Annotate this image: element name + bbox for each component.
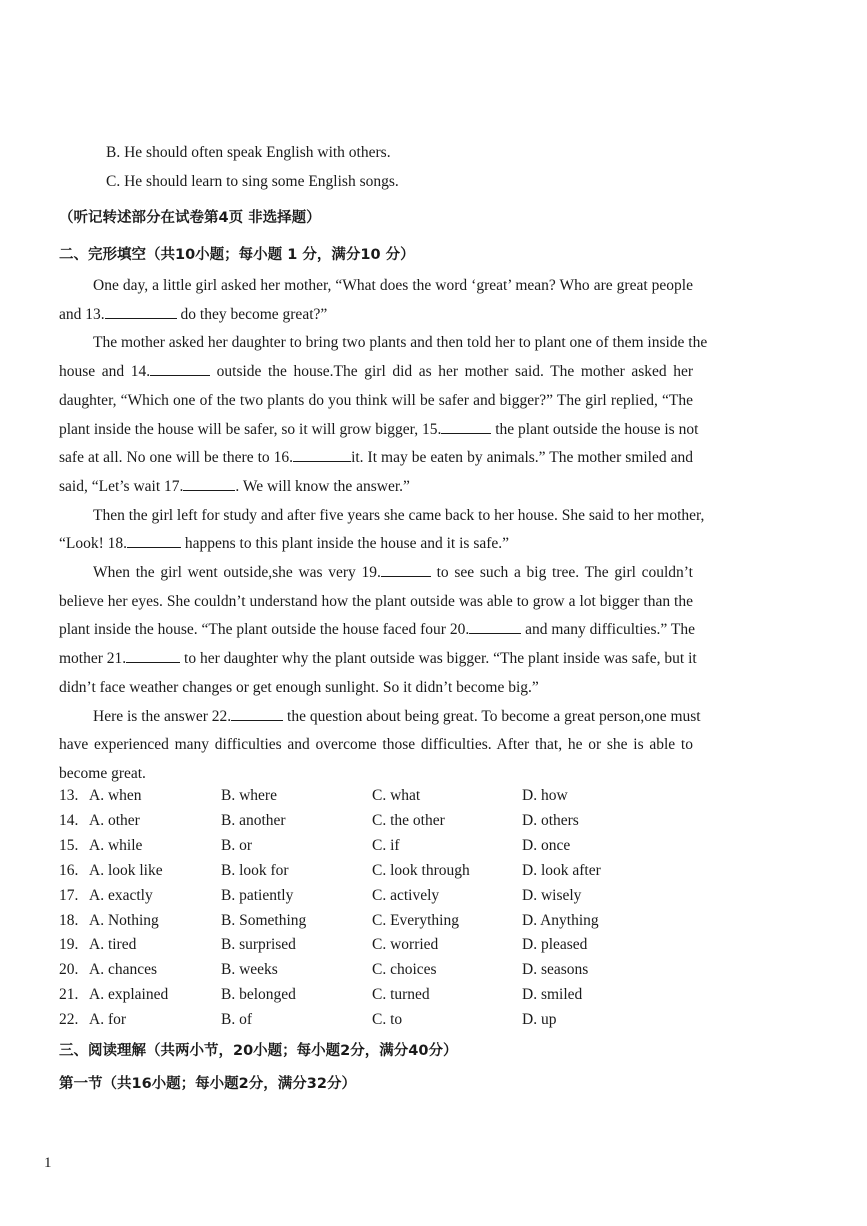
option-a: A. explained <box>89 986 169 1004</box>
passage-text: Here is the answer 22. <box>93 707 232 725</box>
listening-note: （听记转述部分在试卷第4页 非选择题） <box>59 210 321 226</box>
section3-subtitle: 第一节（共16小题；每小题2分，满分32分） <box>59 1076 356 1092</box>
section3-title: 三、阅读理解（共两小节，20小题；每小题2分，满分40分） <box>59 1043 458 1059</box>
passage-line: The mother asked her daughter to bring two plants and then told her to plant one of them inside the <box>93 334 708 352</box>
option-b: B. or <box>221 836 252 854</box>
passage-text: the plant outside the house is not <box>491 420 699 438</box>
section2-title: 二、完形填空（共10小题；每小题 1 分，满分10 分） <box>59 247 415 263</box>
option-row <box>59 1009 699 1031</box>
passage-line <box>59 358 693 387</box>
passage-line: One day, a little girl asked her mother, “What does the word ‘great’ mean? Who are great people <box>93 277 693 294</box>
option-row <box>59 910 699 932</box>
passage-text: plant inside the house. “The plant outside the house faced four 20. <box>59 621 470 639</box>
option-d: D. pleased <box>522 936 588 954</box>
blank-20 <box>469 619 521 634</box>
option-c: C. turned <box>372 986 430 1004</box>
option-b: B. patiently <box>221 886 294 904</box>
passage-line <box>59 645 697 674</box>
option-row <box>59 984 699 1006</box>
blank-19 <box>381 562 431 577</box>
cloze-passage <box>59 272 708 789</box>
passage-text: When the girl went outside,she was very 19. <box>93 564 381 582</box>
option-c: C. look through <box>372 861 470 879</box>
option-a: A. Nothing <box>89 911 159 929</box>
passage-line <box>59 530 693 559</box>
blank-15 <box>441 419 491 434</box>
option-row <box>59 959 699 981</box>
passage-line <box>59 301 693 330</box>
blank-22 <box>231 706 283 721</box>
passage-text: to her daughter why the plant outside was bigger. “The plant inside was safe, but it <box>180 650 697 668</box>
option-a: A. while <box>89 836 143 854</box>
option-a: A. tired <box>89 936 137 954</box>
option-c: C. actively <box>372 886 440 904</box>
question-number: 19. <box>59 936 79 954</box>
passage-text: and many difficulties.” The <box>521 621 695 639</box>
passage-line <box>59 616 693 645</box>
option-d: D. look after <box>522 861 601 879</box>
option-c: C. choices <box>372 961 437 979</box>
passage-line <box>59 416 699 445</box>
option-row <box>59 810 699 832</box>
passage-text: the question about being great. To become a great person,one must <box>283 707 701 725</box>
option-a: A. other <box>89 811 140 829</box>
option-row <box>59 934 699 956</box>
option-row <box>59 885 699 907</box>
passage-line: didn’t face weather changes or get enough sunlight. So it didn’t become big.” <box>59 678 539 696</box>
option-b: B. of <box>221 1011 252 1029</box>
option-b: B. where <box>221 787 277 804</box>
option-b: B. surprised <box>221 936 296 954</box>
option-c-line: C. He should learn to sing some English songs. <box>106 173 399 190</box>
question-number: 14. <box>59 811 79 829</box>
passage-line: daughter, “Which one of the two plants do you think will be safer and bigger?” The girl replied, “The <box>59 391 693 409</box>
option-c: C. what <box>372 787 421 804</box>
passage-text: do they become great?” <box>176 305 328 323</box>
option-d: D. up <box>522 1011 557 1029</box>
option-row <box>59 785 699 807</box>
passage-line <box>59 473 693 502</box>
blank-14 <box>150 361 210 376</box>
option-b: B. look for <box>221 861 289 879</box>
blank-13 <box>105 304 177 319</box>
passage-text: said, “Let’s wait 17. <box>59 477 184 495</box>
option-c: C. to <box>372 1011 403 1029</box>
question-number: 17. <box>59 886 79 904</box>
option-a: A. look like <box>89 861 163 879</box>
passage-text: safe at all. No one will be there to 16. <box>59 449 294 467</box>
option-a: A. for <box>89 1011 127 1029</box>
option-b-line: B. He should often speak English with others. <box>106 144 391 161</box>
blank-21 <box>126 648 180 663</box>
option-c: C. Everything <box>372 911 459 929</box>
passage-text: plant inside the house will be safer, so it will grow bigger, 15. <box>59 420 442 438</box>
passage-line <box>59 703 701 732</box>
passage-text: mother 21. <box>59 650 127 668</box>
question-number: 20. <box>59 961 79 979</box>
option-row <box>59 860 699 882</box>
option-d: D. others <box>522 811 579 829</box>
option-d: D. wisely <box>522 886 582 904</box>
passage-line <box>59 444 693 473</box>
question-number: 13. <box>59 787 79 804</box>
passage-line: become great. <box>59 764 146 782</box>
passage-text: to see such a big tree. The girl couldn’t <box>430 564 693 582</box>
option-a: A. chances <box>89 961 157 979</box>
question-number: 15. <box>59 836 79 854</box>
option-a: A. exactly <box>89 886 153 904</box>
option-d: D. once <box>522 836 571 854</box>
option-d: D. smiled <box>522 986 583 1004</box>
option-b: B. weeks <box>221 961 278 979</box>
option-c: C. if <box>372 836 400 854</box>
passage-text: house and 14. <box>59 363 151 381</box>
passage-text: . We will know the answer.” <box>235 477 410 495</box>
option-d: D. Anything <box>522 911 599 929</box>
passage-text: outside the house.The girl did as her mother said. The mother asked her <box>210 363 693 381</box>
option-b: B. another <box>221 811 286 829</box>
blank-16 <box>293 447 351 462</box>
option-a: A. when <box>89 787 142 804</box>
page-number: 1 <box>44 1155 52 1171</box>
blank-18 <box>127 533 181 548</box>
option-c: C. the other <box>372 811 445 829</box>
passage-text: happens to this plant inside the house and it is safe.” <box>181 535 510 553</box>
passage-line: Then the girl left for study and after five years she came back to her house. She said to her mother, <box>93 506 705 524</box>
passage-text: “Look! 18. <box>59 535 128 553</box>
passage-line: have experienced many difficulties and overcome those difficulties. After that, he or she is able to <box>59 736 693 754</box>
question-number: 16. <box>59 861 79 879</box>
option-d: D. how <box>522 787 568 804</box>
option-b: B. belonged <box>221 986 296 1004</box>
question-number: 18. <box>59 911 79 929</box>
option-row <box>59 835 699 857</box>
passage-line: believe her eyes. She couldn’t understand how the plant outside was able to grow a lot bigger than the <box>59 592 693 610</box>
passage-text: it. It may be eaten by animals.” The mother smiled and <box>351 449 694 467</box>
option-b: B. Something <box>221 911 307 929</box>
passage-text: and 13. <box>59 305 105 323</box>
option-c: C. worried <box>372 936 439 954</box>
option-d: D. seasons <box>522 961 589 979</box>
passage-line <box>59 559 693 588</box>
question-number: 21. <box>59 986 79 1004</box>
blank-17 <box>183 476 235 491</box>
question-number: 22. <box>59 1011 79 1029</box>
